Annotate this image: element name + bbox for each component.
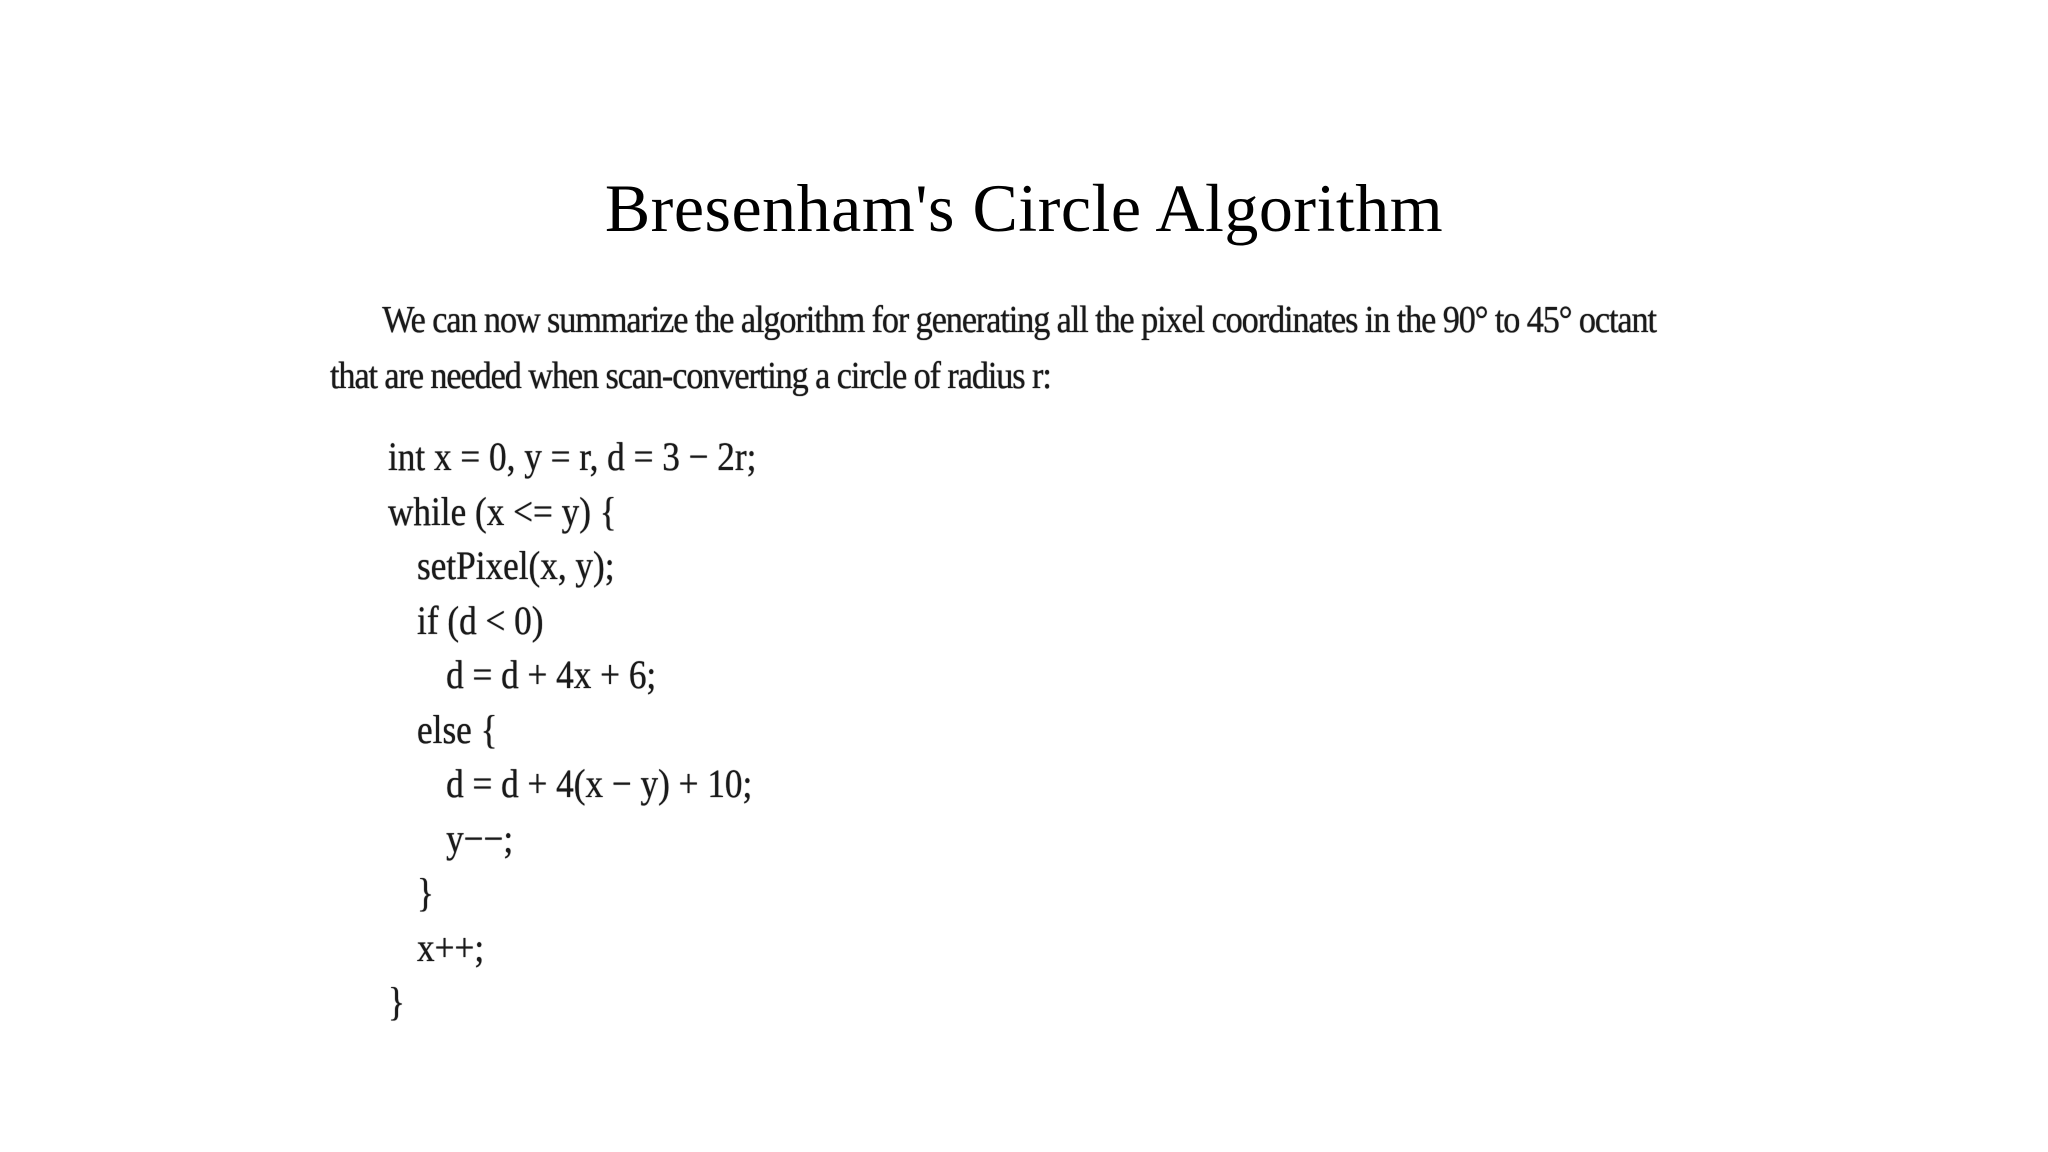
code-line: } (417, 870, 434, 915)
code-line: while (x <= y) { (388, 488, 617, 534)
code-line: y−−; (446, 815, 514, 861)
code-line: int x = 0, y = r, d = 3 − 2r; (388, 434, 757, 479)
code-line: } (388, 979, 405, 1024)
intro-line-1: We can now summarize the algorithm for generating all the pixel coordinates in the 90° to 45° octant (382, 299, 1656, 341)
code-line: else { (417, 706, 498, 752)
code-line: setPixel(x, y); (417, 543, 615, 588)
slide-title: Bresenham's Circle Algorithm (604, 170, 1444, 246)
scanned-text-image (330, 292, 1770, 1052)
intro-line-2: that are needed when scan-converting a circle of radius r: (330, 355, 1051, 397)
intro-paragraph (330, 292, 1656, 404)
code-line: x++; (417, 924, 485, 970)
code-line: d = d + 4x + 6; (446, 652, 657, 697)
code-line: if (d < 0) (417, 597, 544, 643)
pseudocode-block (388, 430, 756, 1030)
code-line: d = d + 4(x − y) + 10; (446, 761, 753, 806)
